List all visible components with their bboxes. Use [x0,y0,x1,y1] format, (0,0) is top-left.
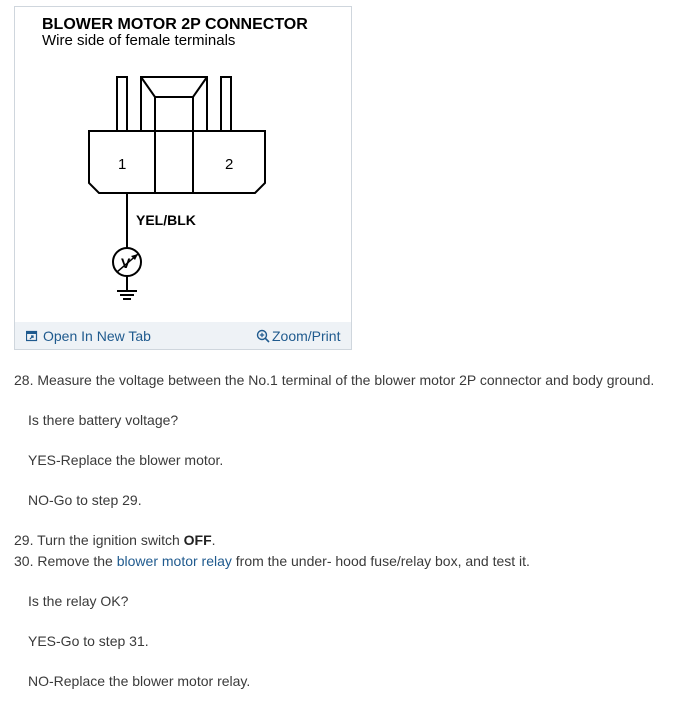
wire-color-label: YEL/BLK [136,212,196,228]
step-28-question: Is there battery voltage? [28,412,179,428]
svg-text:V: V [121,255,131,271]
external-tab-icon [26,330,38,342]
terminal-2-label: 2 [225,156,234,173]
connector-diagram [15,7,351,322]
step-29-text: 29. Turn the ignition switch [14,532,184,548]
zoom-icon [256,329,270,343]
step-30-question: Is the relay OK? [28,593,129,609]
connector-body [89,77,265,193]
step-30-yes: YES-Go to step 31. [28,633,149,649]
step-28-yes: YES-Replace the blower motor. [28,452,224,468]
ground-icon [117,276,137,299]
step-28-no: NO-Go to step 29. [28,492,142,508]
diagram-title: BLOWER MOTOR 2P CONNECTOR [42,16,308,33]
terminal-1-label: 1 [118,156,127,173]
diagram-subtitle: Wire side of female terminals [42,32,236,49]
step-29-end: . [211,532,216,548]
zoom-print-link[interactable] [256,327,340,345]
step-30-text: 30. Remove the [14,553,117,569]
step-30-end: from the under- hood fuse/relay box, and test it. [231,553,530,569]
step-28: 28. Measure the voltage between the No.1 terminal of the blower motor 2P connector and body ground. [14,372,655,388]
step-29 [14,531,216,549]
zoom-print-label: Zoom/Print [272,328,341,344]
blower-motor-relay-link[interactable]: blower motor relay [116,553,232,569]
voltmeter-icon [113,248,141,276]
step-30-no: NO-Replace the blower motor relay. [28,673,251,689]
open-in-new-tab-link[interactable] [26,327,151,345]
step-30 [14,552,530,570]
step-29-bold: OFF [183,532,212,548]
open-in-new-tab-label: Open In New Tab [43,328,151,344]
